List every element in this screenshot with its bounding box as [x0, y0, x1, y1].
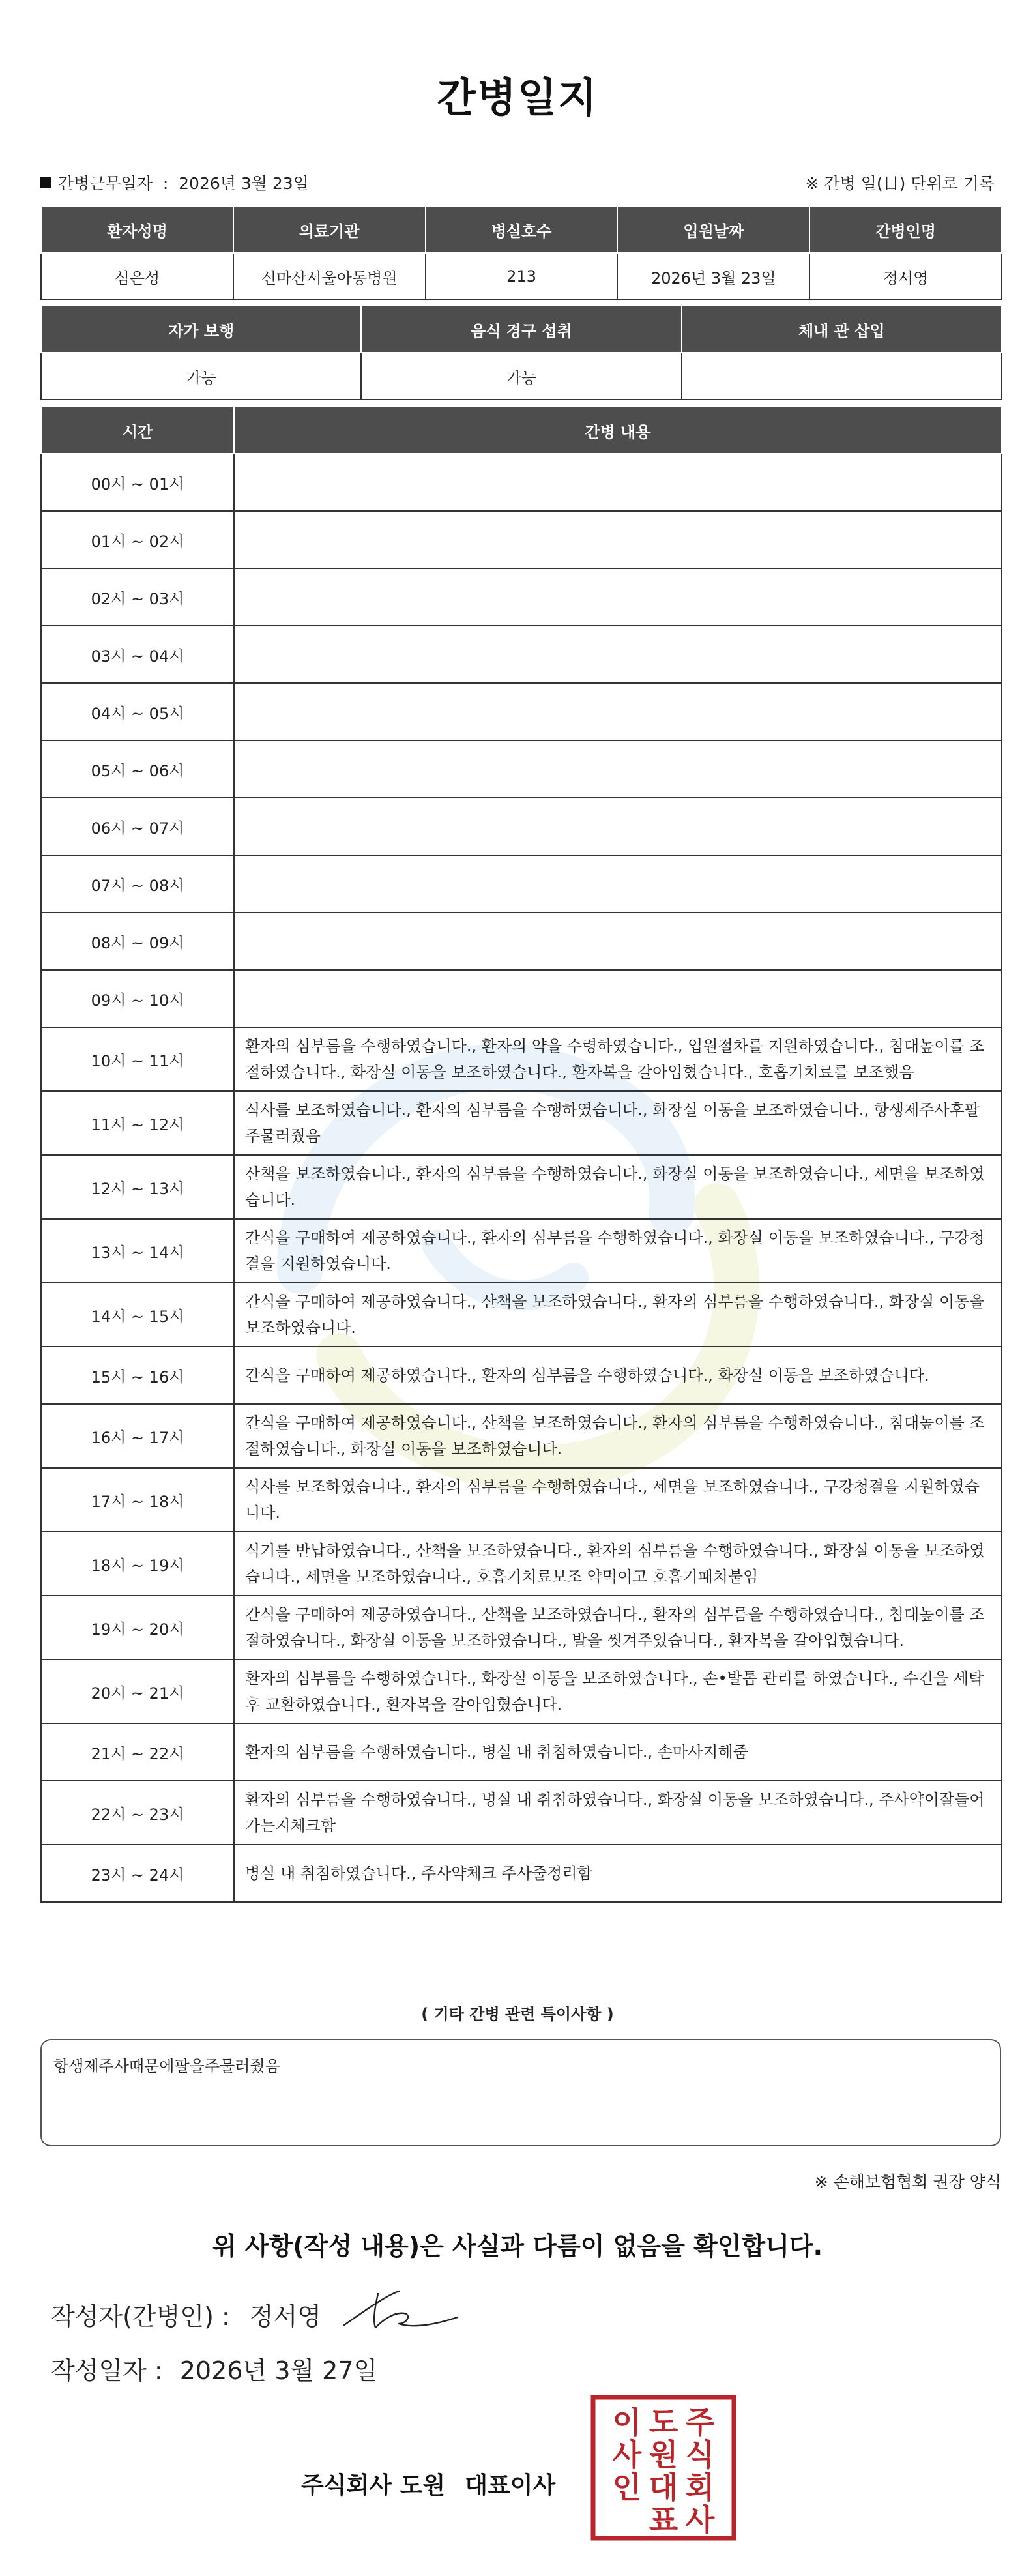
care-period-label: 간병근무일자 [58, 174, 153, 193]
header-oral-intake: 음식 경구 섭취 [361, 306, 681, 353]
log-content: 환자의 심부름을 수행하였습니다., 화장실 이동을 보조하였습니다., 손•발톱 관리를 하였습니다., 수건을 세탁 후 교환하였습니다., 환자복을 갈아입혔습니다. [234, 1660, 1002, 1723]
log-row [41, 1596, 1002, 1660]
log-content: 식사를 보조하였습니다., 환자의 심부름을 수행하였습니다., 화장실 이동을 보조하였습니다., 항생제주사후팔주물러줬음 [234, 1091, 1002, 1155]
writer-line [51, 2296, 321, 2332]
log-content: 환자의 심부름을 수행하였습니다., 환자의 약을 수령하였습니다., 입원절차를 지원하였습니다., 침대높이를 조절하였습니다., 화장실 이동을 보조하였습니다., 환자복을 갈아입혔습니다., 호흡기치료를 보조했음 [234, 1027, 1002, 1091]
log-time: 00시 ~ 01시 [41, 454, 234, 511]
care-period-sep: : [162, 174, 169, 193]
hourly-log-table [40, 406, 1002, 1903]
log-time: 15시 ~ 16시 [41, 1347, 234, 1404]
write-date-label: 작성일자 : [51, 2356, 163, 2385]
log-time: 03시 ~ 04시 [41, 626, 234, 683]
seal-character: 표 [649, 2502, 678, 2538]
log-row [41, 1845, 1002, 1902]
write-date-line [51, 2350, 377, 2386]
log-row [41, 568, 1002, 626]
log-content [234, 913, 1002, 970]
log-time: 06시 ~ 07시 [41, 798, 234, 855]
writer-name: 정서영 [249, 2302, 321, 2331]
log-row [41, 855, 1002, 913]
self-walk-value: 가능 [41, 353, 361, 400]
log-row [41, 1155, 1002, 1219]
log-row [41, 454, 1002, 511]
log-content [234, 970, 1002, 1027]
log-row [41, 1404, 1002, 1468]
log-row [41, 1347, 1002, 1404]
company-line [301, 2467, 555, 2500]
write-date-value: 2026년 3월 27일 [179, 2356, 378, 2385]
log-time: 21시 ~ 22시 [41, 1723, 234, 1781]
log-row [41, 740, 1002, 798]
log-time: 23시 ~ 24시 [41, 1845, 234, 1902]
seal-character: 주 [685, 2405, 715, 2440]
header-patient-name: 환자성명 [41, 206, 233, 253]
log-content: 식기를 반납하였습니다., 산책을 보조하였습니다., 환자의 심부름을 수행하였습니다., 화장실 이동을 보조하였습니다., 세면을 보조하였습니다., 호흡기치료보조 약먹이고 호흡기패치붙임 [234, 1532, 1002, 1596]
log-content: 병실 내 취침하였습니다., 주사약체크 주사줄정리함 [234, 1845, 1002, 1902]
seal-character: 사 [612, 2437, 642, 2472]
care-period [40, 171, 309, 194]
log-row [41, 1660, 1002, 1723]
log-time: 05시 ~ 06시 [41, 740, 234, 798]
unit-note: ※ 간병 일(日) 단위로 기록 [805, 174, 995, 193]
log-row [41, 1781, 1002, 1845]
seal-character: 도 [649, 2405, 678, 2440]
log-row [41, 1532, 1002, 1596]
log-row [41, 1283, 1002, 1347]
log-content [234, 454, 1002, 511]
log-time: 17시 ~ 18시 [41, 1468, 234, 1532]
header-room: 병실호수 [426, 206, 618, 253]
log-content: 간식을 구매하여 제공하였습니다., 산책을 보조하였습니다., 환자의 심부름을 수행하였습니다., 화장실 이동을 보조하였습니다. [234, 1283, 1002, 1347]
seal-character: 사 [685, 2502, 715, 2538]
form-source-note: ※ 손해보험협회 권장 양식 [814, 2173, 1001, 2191]
log-row [41, 511, 1002, 568]
log-content: 식사를 보조하였습니다., 환자의 심부름을 수행하였습니다., 세면을 보조하였습니다., 구강청결을 지원하였습니다. [234, 1468, 1002, 1532]
log-time: 22시 ~ 23시 [41, 1781, 234, 1845]
log-content: 간식을 구매하여 제공하였습니다., 환자의 심부름을 수행하였습니다., 화장실 이동을 보조하였습니다., 구강청결을 지원하였습니다. [234, 1219, 1002, 1283]
log-content [234, 740, 1002, 798]
square-bullet-icon [40, 177, 51, 188]
log-time: 01시 ~ 02시 [41, 511, 234, 568]
handwritten-signature [339, 2285, 463, 2337]
log-content [234, 798, 1002, 855]
log-time: 02시 ~ 03시 [41, 568, 234, 626]
log-time: 08시 ~ 09시 [41, 913, 234, 970]
log-time: 04시 ~ 05시 [41, 683, 234, 740]
company-role: 대표이사 [465, 2472, 556, 2499]
log-row [41, 626, 1002, 683]
company-seal-stamp [589, 2393, 738, 2542]
log-rows [41, 454, 1002, 1902]
header-hospital: 의료기관 [233, 206, 426, 253]
header-self-walk: 자가 보행 [41, 306, 361, 353]
page-title: 간병일지 [437, 74, 598, 121]
log-content [234, 683, 1002, 740]
seal-character: 대 [649, 2470, 678, 2505]
log-content [234, 568, 1002, 626]
log-time: 16시 ~ 17시 [41, 1404, 234, 1468]
log-row [41, 798, 1002, 855]
seal-character: 식 [685, 2437, 715, 2472]
patient-info-table [40, 205, 1002, 300]
caregiver-name: 정서영 [809, 253, 1002, 300]
confirmation-statement: 위 사항(작성 내용)은 사실과 다름이 없음을 확인합니다. [212, 2232, 823, 2261]
log-time: 14시 ~ 15시 [41, 1283, 234, 1347]
log-row [41, 970, 1002, 1027]
writer-label: 작성자(간병인) : [51, 2302, 230, 2331]
header-time: 시간 [41, 407, 234, 454]
header-caregiver: 간병인명 [809, 206, 1002, 253]
header-tube-insertion: 체내 관 삽입 [682, 306, 1002, 353]
tube-insertion-value [682, 353, 1002, 400]
log-content: 환자의 심부름을 수행하였습니다., 병실 내 취침하였습니다., 화장실 이동을 보조하였습니다., 주사약이잘들어가는지체크함 [234, 1781, 1002, 1845]
log-content: 간식을 구매하여 제공하였습니다., 환자의 심부름을 수행하였습니다., 화장실 이동을 보조하였습니다. [234, 1347, 1002, 1404]
seal-character: 이 [612, 2405, 642, 2440]
log-content [234, 511, 1002, 568]
log-row [41, 913, 1002, 970]
header-care-content: 간병 내용 [234, 407, 1002, 454]
oral-intake-value: 가능 [361, 353, 681, 400]
log-time: 11시 ~ 12시 [41, 1091, 234, 1155]
seal-character: 인 [612, 2470, 642, 2505]
log-time: 20시 ~ 21시 [41, 1660, 234, 1723]
log-time: 07시 ~ 08시 [41, 855, 234, 913]
seal-character: 회 [685, 2470, 715, 2505]
log-content [234, 855, 1002, 913]
log-content: 산책을 보조하였습니다., 환자의 심부름을 수행하였습니다., 화장실 이동을 보조하였습니다., 세면을 보조하였습니다. [234, 1155, 1002, 1219]
room-number: 213 [426, 253, 618, 300]
log-row [41, 1468, 1002, 1532]
log-time: 18시 ~ 19시 [41, 1532, 234, 1596]
ability-table [40, 305, 1002, 400]
log-content [234, 626, 1002, 683]
header-admission-date: 입원날짜 [617, 206, 809, 253]
log-row [41, 1723, 1002, 1781]
hospital-name: 신마산서울아동병원 [233, 253, 426, 300]
notes-box: 항생제주사때문에팔을주물러줬음 [40, 2039, 1001, 2146]
log-time: 09시 ~ 10시 [41, 970, 234, 1027]
notes-title: ( 기타 간병 관련 특이사항 ) [421, 2005, 614, 2023]
log-row [41, 1027, 1002, 1091]
log-time: 13시 ~ 14시 [41, 1219, 234, 1283]
company-name: 주식회사 도원 [301, 2472, 446, 2499]
log-time: 10시 ~ 11시 [41, 1027, 234, 1091]
log-content: 간식을 구매하여 제공하였습니다., 산책을 보조하였습니다., 환자의 심부름을 수행하였습니다., 침대높이를 조절하였습니다., 화장실 이동을 보조하였습니다., 발을 씻겨주었습니다., 환자복을 갈아입혔습니다. [234, 1596, 1002, 1660]
admission-date: 2026년 3월 23일 [617, 253, 809, 300]
care-period-value: 2026년 3월 23일 [179, 174, 309, 193]
log-content: 간식을 구매하여 제공하였습니다., 산책을 보조하였습니다., 환자의 심부름을 수행하였습니다., 침대높이를 조절하였습니다., 화장실 이동을 보조하였습니다. [234, 1404, 1002, 1468]
log-row [41, 683, 1002, 740]
seal-character: 원 [649, 2437, 678, 2472]
log-row [41, 1219, 1002, 1283]
log-time: 19시 ~ 20시 [41, 1596, 234, 1660]
log-row [41, 1091, 1002, 1155]
patient-name: 심은성 [41, 253, 233, 300]
log-content: 환자의 심부름을 수행하였습니다., 병실 내 취침하였습니다., 손마사지해줌 [234, 1723, 1002, 1781]
log-time: 12시 ~ 13시 [41, 1155, 234, 1219]
